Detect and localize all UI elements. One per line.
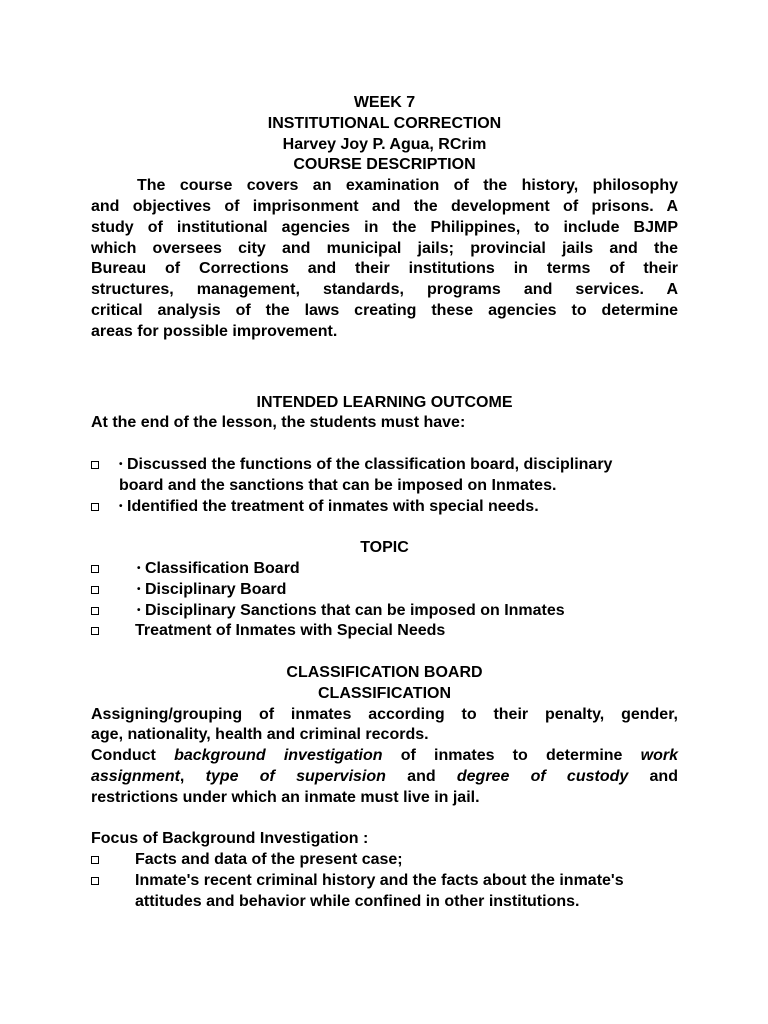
bullet-dot-icon: • xyxy=(119,458,123,470)
topic-item-text: Disciplinary Board xyxy=(145,580,287,598)
topic-item xyxy=(91,580,678,601)
topic-item-text: Disciplinary Sanctions that can be imposed on Inmates xyxy=(145,601,565,619)
topic-item-text: Treatment of Inmates with Special Needs xyxy=(135,622,446,640)
checkbox-bullet-icon xyxy=(91,565,99,573)
conduct-paragraph-line: restrictions under which an inmate must live in jail. xyxy=(91,788,480,806)
ilo-item-continuation: board and the sanctions that can be imposed on Inmates. xyxy=(119,476,557,494)
bullet-dot-icon: • xyxy=(137,562,141,574)
bullet-dot-icon: • xyxy=(137,604,141,616)
classification-paragraph-line: Assigning/grouping of inmates according to their penalty, gender, xyxy=(91,705,678,723)
document-body xyxy=(91,93,678,912)
text-run: , xyxy=(179,767,185,785)
checkbox-bullet-icon xyxy=(91,877,99,885)
ilo-item-text: Identified the treatment of inmates with special needs. xyxy=(127,497,539,515)
text-run: and xyxy=(649,767,678,785)
checkbox-bullet-icon xyxy=(91,586,99,594)
checkbox-bullet-icon xyxy=(91,503,99,511)
ilo-item xyxy=(91,455,678,476)
checkbox-bullet-icon xyxy=(91,607,99,615)
topic-item xyxy=(91,621,678,642)
checkbox-bullet-icon xyxy=(91,856,99,864)
ilo-heading: INTENDED LEARNING OUTCOME xyxy=(256,393,513,411)
text-run: of inmates to determine xyxy=(400,747,623,765)
focus-item-continuation: attitudes and behavior while confined in other institutions. xyxy=(135,892,580,910)
text-run: and xyxy=(407,767,436,785)
emphasis-text: assignment xyxy=(91,767,180,785)
course-description xyxy=(91,176,678,342)
week-label: WEEK 7 xyxy=(353,94,416,111)
topic-item xyxy=(91,601,678,622)
bullet-dot-icon: • xyxy=(137,583,141,595)
description-line: critical analysis of the laws creating these agencies to determine xyxy=(91,301,678,319)
ilo-intro: At the end of the lesson, the students must have: xyxy=(91,414,466,432)
ilo-item xyxy=(91,497,678,518)
emphasis-text: background investigation xyxy=(174,747,383,765)
conduct-paragraph-line xyxy=(91,767,678,788)
author-name: Harvey Joy P. Agua, RCrim xyxy=(282,135,487,153)
checkbox-bullet-icon xyxy=(91,461,99,469)
focus-item-text: Facts and data of the present case; xyxy=(135,851,403,869)
description-line: study of institutional agencies in the Philippines, to include BJMP xyxy=(91,218,678,236)
description-line: areas for possible improvement. xyxy=(91,322,338,340)
classification-subheading: CLASSIFICATION xyxy=(317,684,452,702)
description-line: The course covers an examination of the history, philosophy xyxy=(137,177,678,195)
conduct-paragraph-line xyxy=(91,746,678,767)
ilo-item-text: Discussed the functions of the classification board, disciplinary xyxy=(127,455,613,473)
emphasis-text: work xyxy=(640,747,678,765)
topic-heading: TOPIC xyxy=(360,539,409,557)
classification-paragraph-line: age, nationality, health and criminal records. xyxy=(91,726,429,744)
text-run: Conduct xyxy=(91,747,156,765)
course-description-heading: COURSE DESCRIPTION xyxy=(293,156,476,174)
description-line: structures, management, standards, programs and services. A xyxy=(91,281,678,299)
emphasis-text: type of supervision xyxy=(205,767,386,785)
course-title: INSTITUTIONAL CORRECTION xyxy=(267,114,502,132)
classification-board-heading: CLASSIFICATION BOARD xyxy=(286,663,483,681)
checkbox-bullet-icon xyxy=(91,627,99,635)
focus-heading: Focus of Background Investigation : xyxy=(91,830,369,848)
focus-item xyxy=(91,850,678,871)
description-line: and objectives of imprisonment and the development of prisons. A xyxy=(91,197,678,215)
description-line: which oversees city and municipal jails; provincial jails and the xyxy=(91,239,678,257)
topic-item xyxy=(91,559,678,580)
emphasis-text: degree of custody xyxy=(456,767,629,785)
focus-item xyxy=(91,871,678,892)
bullet-dot-icon: • xyxy=(119,500,123,512)
topic-item-text: Classification Board xyxy=(145,559,300,577)
focus-item-text: Inmate's recent criminal history and the facts about the inmate's xyxy=(135,871,624,889)
description-line: Bureau of Corrections and their institutions in terms of their xyxy=(91,260,678,278)
